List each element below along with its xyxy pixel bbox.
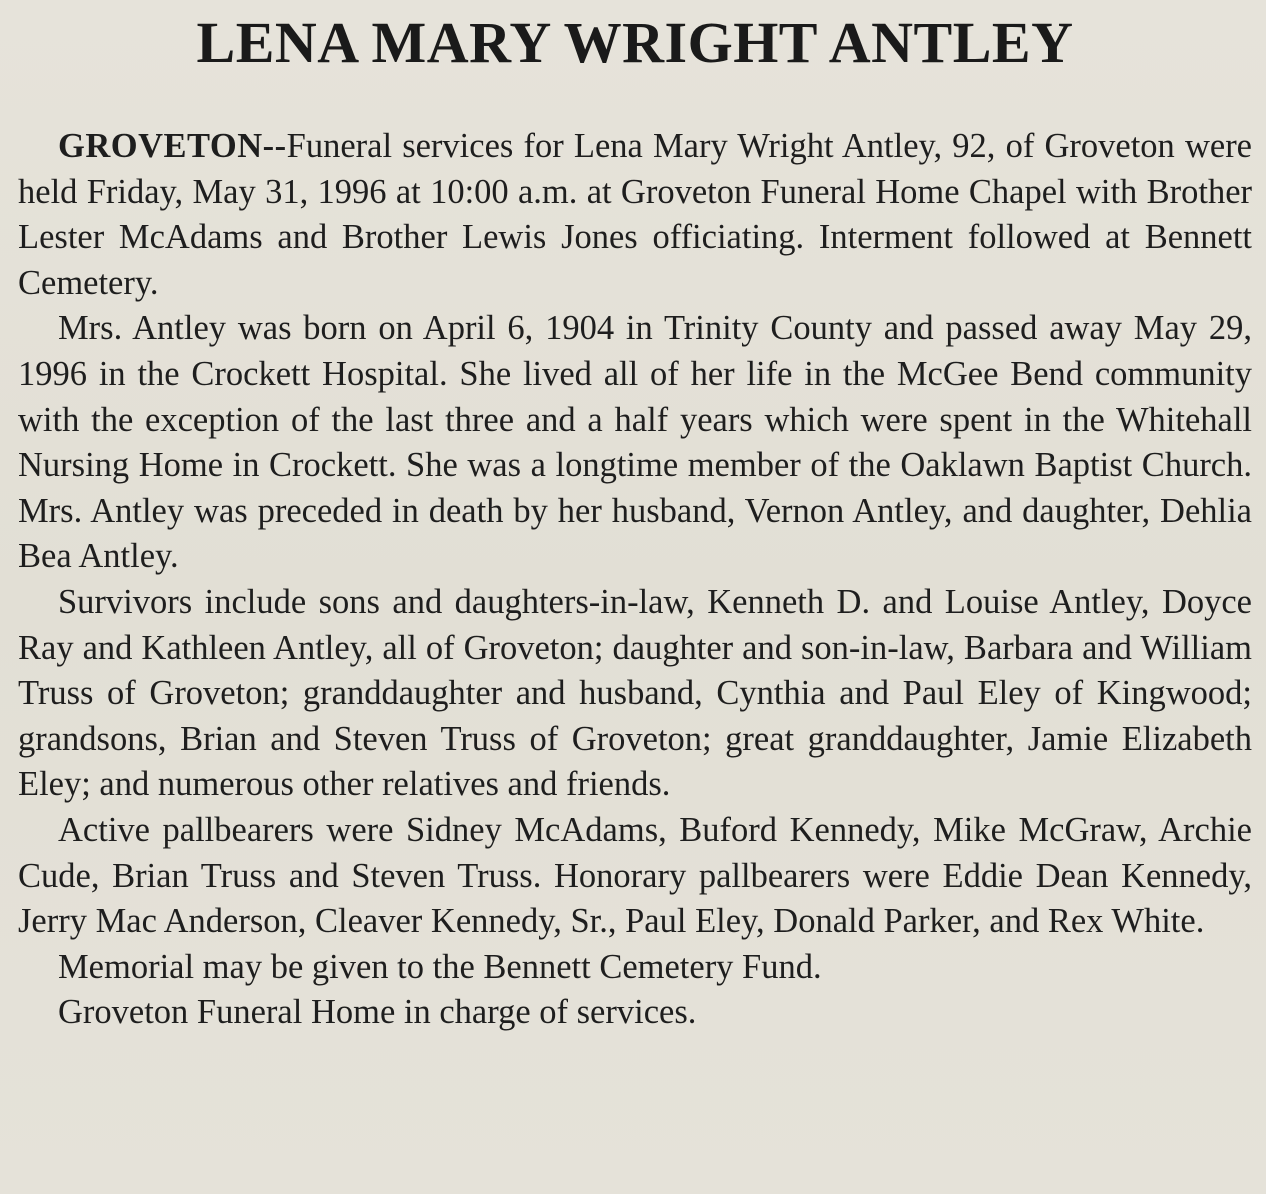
paragraph-text: Groveton Funeral Home in charge of services. [58,993,697,1032]
obituary-body [18,124,1252,1036]
paragraph-pallbearers [18,808,1252,945]
paragraph-services [18,124,1252,306]
paragraph-text: Funeral services for Lena Mary Wright Antley, 92, of Groveton were held Friday, May 31, 1996 at 10:00 a.m. at Groveton Funeral Home Chapel with Brother Lester McAdams and Brother Lewis Jones officiating. Interment followed at Bennett Cemetery. [18,127,1252,302]
paragraph-text: Memorial may be given to the Bennett Cemetery Fund. [58,947,822,986]
dateline: GROVETON-- [58,127,287,165]
obituary-headline: LENA MARY WRIGHT ANTLEY [196,10,1074,75]
paragraph-text: Survivors include sons and daughters-in-law, Kenneth D. and Louise Antley, Doyce Ray and Kathleen Antley, all of Groveton; daughter and son-in-law, Barbara and William Truss of Groveton; granddaughter and husband, Cynthia and Paul Eley of Kingwood; grandsons, Brian and Steven Truss of Groveton; great granddaughter, Jamie Elizabeth Eley; and numerous other relatives and friends. [18,582,1252,804]
paragraph-funeral-home [18,990,1252,1036]
paragraph-survivors [18,580,1252,808]
paragraph-text: Mrs. Antley was born on April 6, 1904 in Trinity County and passed away May 29, 1996 in the Crockett Hospital. She lived all of her life in the McGee Bend community with the exception of the last three and a half years which were spent in the Whitehall Nursing Home in Crockett. She was a longtime member of the Oaklawn Baptist Church. Mrs. Antley was preceded in death by her husband, Vernon Antley, and daughter, Dehlia Bea Antley. [18,309,1252,576]
paragraph-biography [18,306,1252,580]
paragraph-text: Active pallbearers were Sidney McAdams, Buford Kennedy, Mike McGraw, Archie Cude, Brian Truss and Steven Truss. Honorary pallbearers were Eddie Dean Kennedy, Jerry Mac Anderson, Cleaver Kennedy, Sr., Paul Eley, Donald Parker, and Rex White. [18,810,1252,941]
paragraph-memorial [18,945,1252,991]
